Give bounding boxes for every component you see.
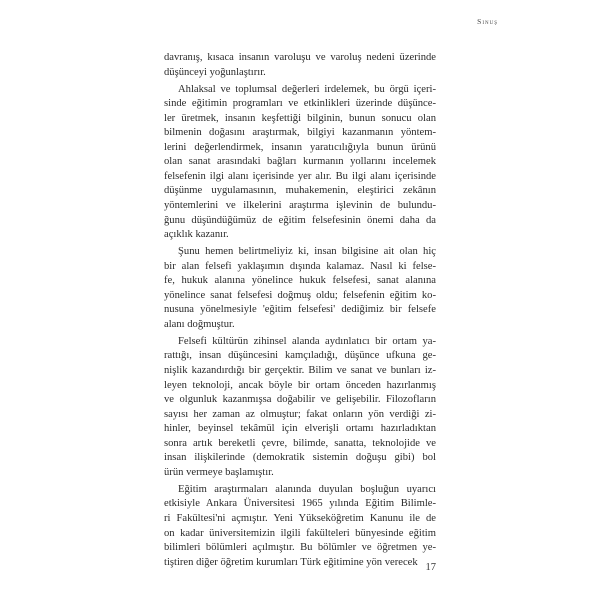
text-line: ri Fakültesi'ni açmıştır. Yeni Yükseköğretim Kanunu ile de (164, 512, 436, 524)
text-line: tiştiren diğer öğretim kurumları Türk eğitimine yön verecek (164, 556, 418, 568)
text-line: olan sanat arasındaki bağları kurmanın yollarını incelemek (164, 156, 436, 168)
running-head: Sınuş (477, 17, 498, 26)
text-line: sonra artık bereketli çevre, bilimde, sanatta, teknolojide ve (164, 437, 436, 449)
text-line: hinler, beyinsel tekâmül için elverişli ortamı hazırladıktan (164, 423, 436, 435)
paragraph (164, 245, 436, 332)
text-line: nişlik kazandırdığı bir gerçektir. Bilim ve sanat ve bunları iz- (164, 364, 436, 376)
text-line: alanı doğmuştur. (164, 318, 235, 330)
text-line: lerini değerlendirmek, insanın yaratıcılığıyla bunun ürünü (164, 141, 436, 153)
text-line: açıklık kazanır. (164, 229, 229, 241)
text-line: ürün vermeye başlamıştır. (164, 466, 274, 478)
text-line: bilimleri bölümleri açılmıştır. Bu bölümler ve öğretmen ye- (164, 542, 436, 554)
text-line: yönelince sanat felsefesi doğmuş oldu; felsefenin eğitim ko- (164, 289, 436, 301)
text-line: ğunu düşündüğümüz de eğitim felsefesinin önemi daha da (164, 214, 436, 226)
text-line: on kadar üniversitemizin ilgili fakülteleri bünyesinde eğitim (164, 527, 436, 539)
text-line: Felsefi kültürün zihinsel alanda aydınlatıcı bir ortam ya- (178, 335, 436, 347)
text-line: düşünceyi yoğunlaştırır. (164, 66, 266, 78)
text-line: Eğitim araştırmaları alanında duyulan boşluğun uyarıcı (178, 483, 436, 495)
text-line: ler üretmek, insanın keşfettiği bilginin, bunun sonucu olan (164, 112, 436, 124)
text-line: rattığı, insan düşüncesini kamçıladığı, düşünce ufkuna ge- (164, 350, 436, 362)
text-line: ve olgunluk kazanmışsa doğabilir ve gelişebilir. Filozofların (164, 394, 436, 406)
body-text (164, 51, 436, 573)
text-line: insan ilişkilerinde (demokratik sistemin doğuşu gibi) bol (164, 452, 436, 464)
text-line: fe, hukuk alanına yönelince hukuk felsefesi, sanat alanına (164, 275, 436, 287)
paragraph (164, 335, 436, 480)
text-line: Şunu hemen belirtmeliyiz ki, insan bilgisine ait olan hiç (178, 246, 436, 258)
text-line: yöntemlerini ve ilkelerini araştırma işlevinin de bulundu- (164, 199, 436, 211)
page-number: 17 (425, 562, 436, 573)
text-line: Ahlaksal ve toplumsal değerleri irdelemek, bu örgü içeri- (178, 83, 436, 95)
text-line: leyen teknoloji, ancak böyle bir ortam önceden hazırlanmış (164, 379, 436, 391)
text-line: sinde eğitimin programları ve etkinlikleri üzerinde düşünce- (164, 98, 436, 110)
text-line: felsefenin ilgi alanı içerisinde yer alır. Bu ilgi alanı içerisinde (164, 170, 436, 182)
text-line: nusuna yönelmesiyle 'eğitim felsefesi' dediğimiz bir felsefe (164, 304, 436, 316)
text-line: davranış, kısaca insanın varoluşu ve varoluş nedeni üzerinde (164, 52, 436, 63)
paragraph (164, 483, 436, 570)
text-line: bir alan felsefi yaklaşımın dışında kalamaz. Nasıl ki felse- (164, 260, 436, 272)
paragraph (164, 51, 436, 80)
paragraph (164, 83, 436, 243)
text-line: sayısı her zaman az olmuştur; fakat onların yön verdiği zi- (164, 408, 436, 420)
text-line: düşünme uygulamasının, muhakemenin, eleştirici zekânın (164, 185, 436, 197)
text-line: bilmenin doğasını araştırmak, bilgiyi kazanmanın yöntem- (164, 127, 436, 139)
text-line: etkisiyle Ankara Üniversitesi 1965 yılında Eğitim Bilimle- (164, 498, 436, 510)
